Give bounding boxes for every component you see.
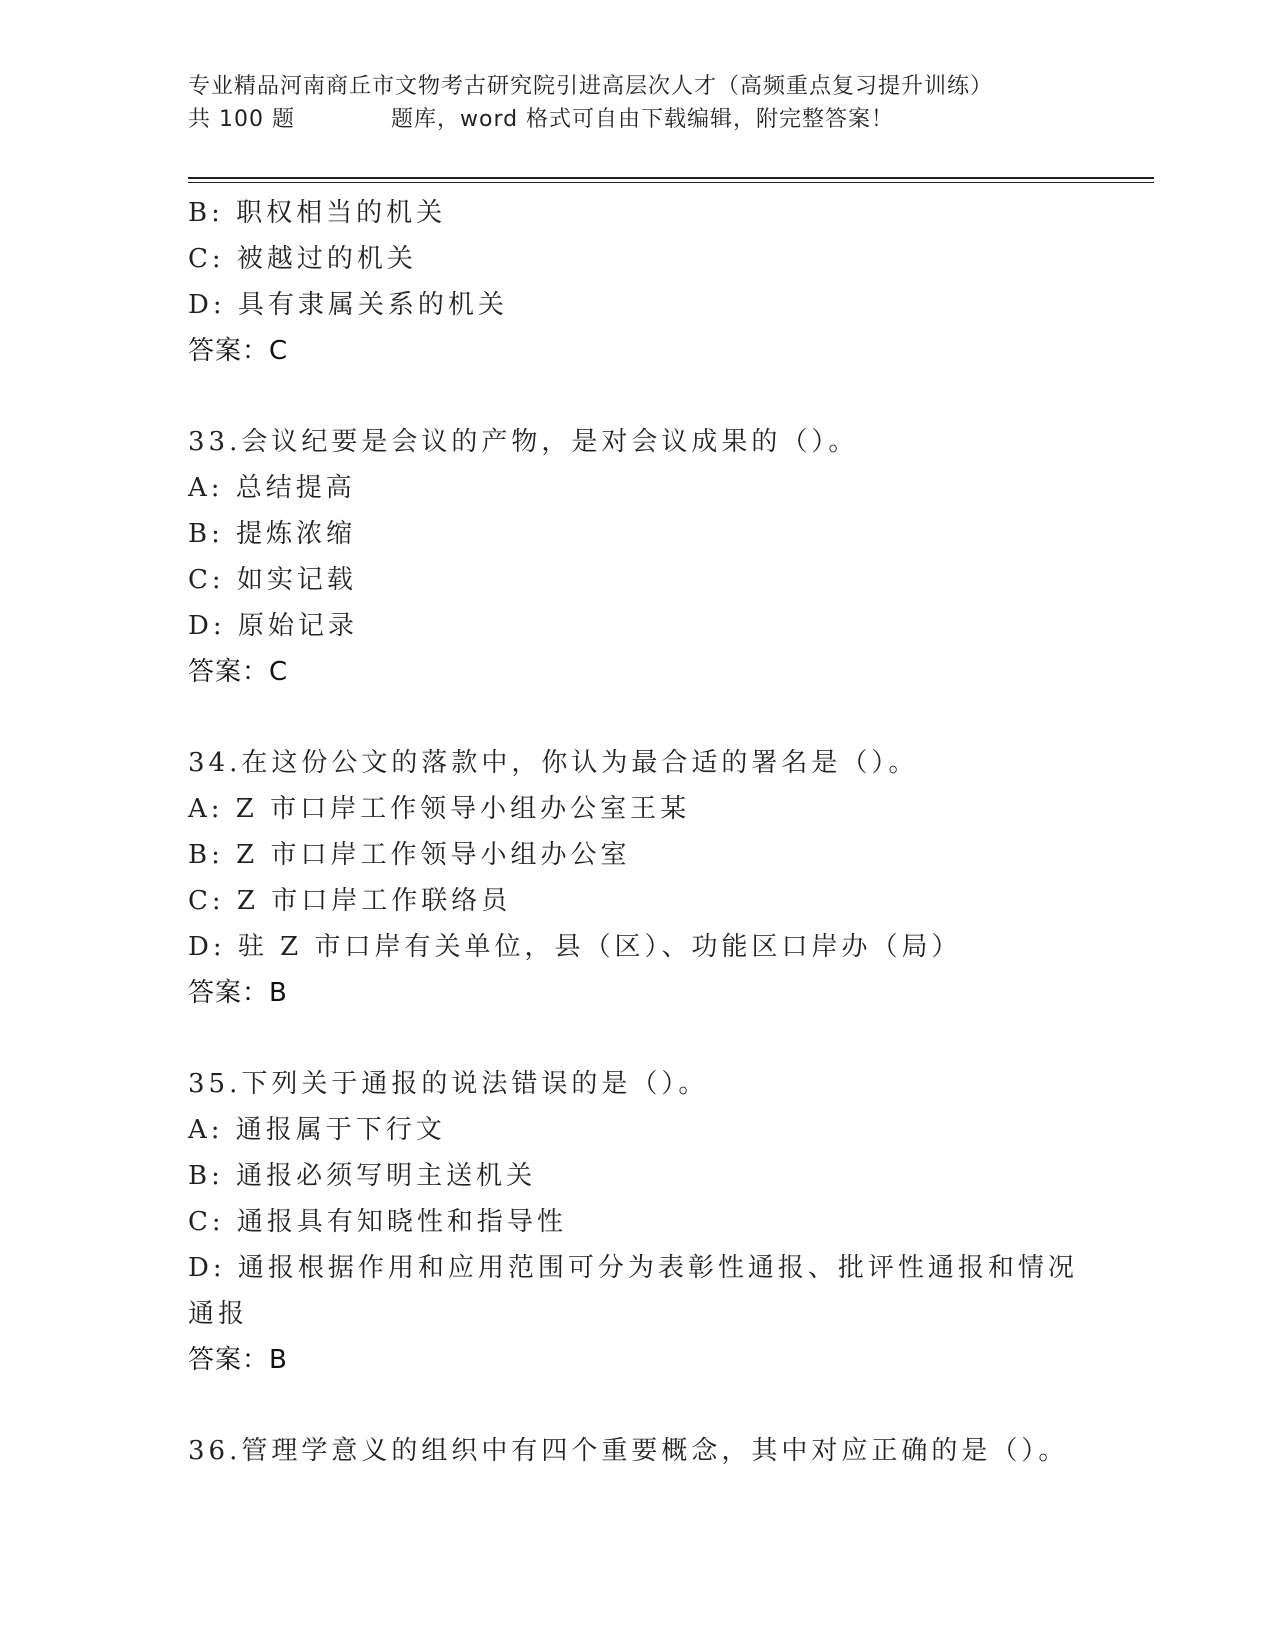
header-subtitle	[188, 103, 1088, 136]
question-33	[188, 419, 1088, 695]
option-d: D: 具有隶属关系的机关	[188, 290, 508, 320]
option-b: B: 提炼浓缩	[188, 519, 357, 549]
question-36-text: 36.管理学意义的组织中有四个重要概念，其中对应正确的是（）。	[188, 1436, 1069, 1466]
option-c: C: 如实记载	[188, 565, 357, 595]
question-34-text: 34.在这份公文的落款中，你认为最合适的署名是（）。	[188, 748, 919, 778]
option-c: C: 通报具有知晓性和指导性	[188, 1207, 567, 1237]
answer-35: 答案：B	[188, 1345, 288, 1375]
option-d: D: 通报根据作用和应用范围可分为表彰性通报、批评性通报和情况通报	[188, 1253, 1078, 1329]
question-list	[188, 190, 1088, 1474]
option-b: B: Z 市口岸工作领导小组办公室	[188, 840, 631, 870]
header-title: 专业精品河南商丘市文物考古研究院引进高层次人才（高频重点复习提升训练）	[188, 74, 994, 99]
option-a: A: 总结提高	[188, 473, 356, 503]
option-b: B: 职权相当的机关	[188, 198, 447, 228]
option-c: C: Z 市口岸工作联络员	[188, 886, 512, 916]
answer-34: 答案：B	[188, 978, 288, 1008]
option-a: A: 通报属于下行文	[188, 1115, 446, 1145]
header-rule-thick	[188, 177, 1154, 179]
option-d: D: 驻 Z 市口岸有关单位，县（区）、功能区口岸办（局）	[188, 932, 962, 962]
option-c: C: 被越过的机关	[188, 244, 417, 274]
header-rule-thin	[188, 182, 1154, 183]
option-b: B: 通报必须写明主送机关	[188, 1161, 537, 1191]
question-34	[188, 740, 1088, 1016]
header-description: 题库，word 格式可自由下载编辑，附完整答案！	[390, 107, 895, 132]
option-a: A: Z 市口岸工作领导小组办公室王某	[188, 794, 691, 824]
question-32-tail	[188, 190, 1088, 374]
answer-32: 答案：C	[188, 336, 289, 366]
question-35-text: 35.下列关于通报的说法错误的是（）。	[188, 1069, 709, 1099]
question-35	[188, 1061, 1088, 1383]
question-36	[188, 1428, 1088, 1474]
answer-33: 答案：C	[188, 657, 289, 687]
header-question-count: 共 100 题	[188, 107, 295, 132]
question-33-text: 33.会议纪要是会议的产物，是对会议成果的（）。	[188, 427, 859, 457]
option-d: D: 原始记录	[188, 611, 358, 641]
document-header	[188, 70, 1088, 136]
